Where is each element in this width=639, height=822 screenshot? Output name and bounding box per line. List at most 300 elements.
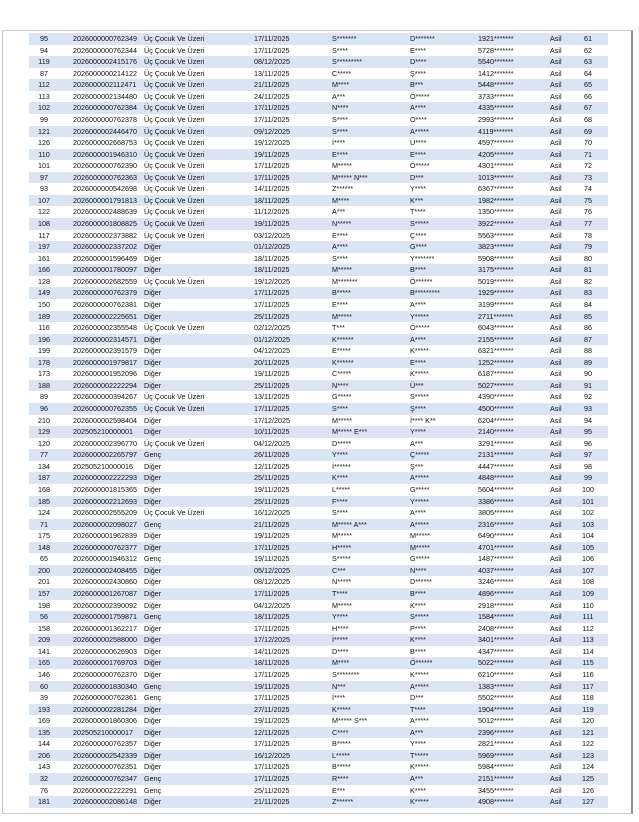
- cell-sira: 123: [568, 750, 608, 762]
- table-row: [29, 623, 608, 635]
- cell-tc: 6043*******: [478, 322, 550, 334]
- cell-cat: Üç Çocuk Ve Üzeri: [144, 137, 254, 149]
- cell-date: 19/12/2025: [254, 276, 332, 288]
- cell-surname: Ş****: [410, 403, 478, 415]
- cell-sira: 112: [568, 623, 608, 635]
- table-row: [29, 137, 608, 149]
- cell-status: Asil: [550, 241, 568, 253]
- cell-no: 117: [29, 230, 59, 242]
- cell-cat: Diğer: [144, 426, 254, 438]
- cell-name: M*****: [332, 415, 410, 427]
- table-row: [29, 426, 608, 438]
- cell-status: Asil: [550, 727, 568, 739]
- cell-no: 144: [29, 738, 59, 750]
- cell-status: Asil: [550, 750, 568, 762]
- cell-status: Asil: [550, 704, 568, 716]
- cell-date: 04/12/2025: [254, 345, 332, 357]
- table-row: [29, 715, 608, 727]
- table-row: [29, 796, 608, 808]
- cell-name: Z******: [332, 796, 410, 808]
- cell-tc: 5969*******: [478, 750, 550, 762]
- cell-name: S*******: [332, 33, 410, 45]
- cell-date: 16/12/2025: [254, 507, 332, 519]
- cell-tc: 3386*******: [478, 496, 550, 508]
- cell-app: 2026000000762349: [59, 33, 144, 45]
- cell-tc: 5984*******: [478, 761, 550, 773]
- cell-name: M*****: [332, 311, 410, 323]
- cell-cat: Üç Çocuk Ve Üzeri: [144, 206, 254, 218]
- cell-cat: Diğer: [144, 600, 254, 612]
- cell-name: E***: [332, 785, 410, 797]
- cell-cat: Üç Çocuk Ve Üzeri: [144, 218, 254, 230]
- cell-cat: Genç: [144, 519, 254, 531]
- cell-date: 19/11/2025: [254, 218, 332, 230]
- cell-tc: 3401*******: [478, 634, 550, 646]
- cell-name: C****: [332, 727, 410, 739]
- cell-tc: 3291*******: [478, 438, 550, 450]
- cell-tc: 4205*******: [478, 149, 550, 161]
- cell-surname: K*****: [410, 761, 478, 773]
- cell-sira: 100: [568, 484, 608, 496]
- cell-sira: 62: [568, 45, 608, 57]
- table-row: [29, 438, 608, 450]
- table-row: [29, 206, 608, 218]
- cell-cat: Üç Çocuk Ve Üzeri: [144, 391, 254, 403]
- cell-sira: 120: [568, 715, 608, 727]
- cell-sira: 88: [568, 345, 608, 357]
- table-row: [29, 33, 608, 45]
- cell-no: 116: [29, 322, 59, 334]
- cell-no: 122: [29, 206, 59, 218]
- cell-no: 209: [29, 634, 59, 646]
- cell-tc: 4301*******: [478, 160, 550, 172]
- cell-app: 2026000001596469: [59, 253, 144, 265]
- table-row: [29, 415, 608, 427]
- table-row: [29, 553, 608, 565]
- table-row: [29, 496, 608, 508]
- cell-cat: Genç: [144, 449, 254, 461]
- cell-date: 18/11/2025: [254, 611, 332, 623]
- cell-sira: 114: [568, 646, 608, 658]
- cell-tc: 2140*******: [478, 426, 550, 438]
- cell-cat: Üç Çocuk Ve Üzeri: [144, 91, 254, 103]
- cell-no: 185: [29, 496, 59, 508]
- cell-surname: E****: [410, 149, 478, 161]
- cell-status: Asil: [550, 334, 568, 346]
- cell-tc: 5022*******: [478, 657, 550, 669]
- cell-no: 95: [29, 33, 59, 45]
- cell-sira: 87: [568, 334, 608, 346]
- cell-sira: 115: [568, 657, 608, 669]
- table-row: [29, 773, 608, 785]
- cell-tc: 3246*******: [478, 576, 550, 588]
- cell-name: B*****: [332, 287, 410, 299]
- cell-cat: Diğer: [144, 357, 254, 369]
- cell-name: M****: [332, 79, 410, 91]
- cell-cat: Diğer: [144, 727, 254, 739]
- cell-date: 16/12/2025: [254, 750, 332, 762]
- cell-name: A****: [332, 241, 410, 253]
- table-body: [29, 33, 608, 808]
- cell-no: 181: [29, 796, 59, 808]
- cell-status: Asil: [550, 646, 568, 658]
- cell-name: S****: [332, 507, 410, 519]
- cell-no: 166: [29, 264, 59, 276]
- cell-name: C*****: [332, 368, 410, 380]
- cell-date: 04/12/2025: [254, 438, 332, 450]
- cell-tc: 1584*******: [478, 611, 550, 623]
- cell-tc: 6490*******: [478, 530, 550, 542]
- cell-status: Asil: [550, 299, 568, 311]
- cell-surname: B****: [410, 588, 478, 600]
- cell-name: N****: [332, 102, 410, 114]
- table-row: [29, 588, 608, 600]
- table-row: [29, 576, 608, 588]
- cell-cat: Üç Çocuk Ve Üzeri: [144, 56, 254, 68]
- table-row: [29, 357, 608, 369]
- cell-cat: Diğer: [144, 796, 254, 808]
- cell-status: Asil: [550, 264, 568, 276]
- cell-cat: Üç Çocuk Ve Üzeri: [144, 33, 254, 45]
- cell-app: 2026000002098027: [59, 519, 144, 531]
- cell-app: 2026000000762344: [59, 45, 144, 57]
- cell-no: 197: [29, 241, 59, 253]
- table-row: [29, 68, 608, 80]
- cell-no: 102: [29, 102, 59, 114]
- cell-status: Asil: [550, 634, 568, 646]
- cell-name: S****: [332, 403, 410, 415]
- cell-date: 10/11/2025: [254, 426, 332, 438]
- cell-no: 77: [29, 449, 59, 461]
- cell-date: 19/11/2025: [254, 484, 332, 496]
- cell-tc: 3199*******: [478, 299, 550, 311]
- cell-status: Asil: [550, 206, 568, 218]
- cell-cat: Diğer: [144, 264, 254, 276]
- cell-sira: 78: [568, 230, 608, 242]
- cell-app: 2026000000762384: [59, 102, 144, 114]
- cell-no: 210: [29, 415, 59, 427]
- cell-no: 141: [29, 646, 59, 658]
- cell-no: 158: [29, 623, 59, 635]
- cell-app: 2026000000542698: [59, 183, 144, 195]
- table-row: [29, 461, 608, 473]
- cell-date: 09/12/2025: [254, 126, 332, 138]
- table-row: [29, 611, 608, 623]
- cell-tc: 2408*******: [478, 623, 550, 635]
- cell-sira: 79: [568, 241, 608, 253]
- cell-status: Asil: [550, 530, 568, 542]
- cell-app: 2026000002555209: [59, 507, 144, 519]
- cell-cat: Üç Çocuk Ve Üzeri: [144, 102, 254, 114]
- cell-tc: 5502*******: [478, 692, 550, 704]
- cell-sira: 80: [568, 253, 608, 265]
- cell-no: 193: [29, 704, 59, 716]
- cell-date: 17/11/2025: [254, 761, 332, 773]
- cell-cat: Üç Çocuk Ve Üzeri: [144, 403, 254, 415]
- cell-cat: Genç: [144, 553, 254, 565]
- cell-no: 128: [29, 276, 59, 288]
- cell-status: Asil: [550, 311, 568, 323]
- cell-cat: Genç: [144, 773, 254, 785]
- cell-name: S****: [332, 126, 410, 138]
- cell-cat: Üç Çocuk Ve Üzeri: [144, 322, 254, 334]
- table-row: [29, 114, 608, 126]
- cell-no: 39: [29, 692, 59, 704]
- cell-app: 2026000002222291: [59, 785, 144, 797]
- cell-cat: Diğer: [144, 241, 254, 253]
- cell-sira: 95: [568, 426, 608, 438]
- cell-sira: 110: [568, 600, 608, 612]
- cell-sira: 77: [568, 218, 608, 230]
- cell-app: 2026000002112471: [59, 79, 144, 91]
- cell-date: 11/12/2025: [254, 206, 332, 218]
- cell-name: F****: [332, 496, 410, 508]
- cell-surname: Ş****: [410, 68, 478, 80]
- cell-surname: N****: [410, 565, 478, 577]
- cell-no: 120: [29, 438, 59, 450]
- cell-name: M****: [332, 657, 410, 669]
- cell-cat: Üç Çocuk Ve Üzeri: [144, 195, 254, 207]
- cell-status: Asil: [550, 553, 568, 565]
- table-row: [29, 334, 608, 346]
- cell-no: 119: [29, 56, 59, 68]
- table-row: [29, 322, 608, 334]
- cell-app: 2026000000762370: [59, 669, 144, 681]
- cell-app: 2026000002281284: [59, 704, 144, 716]
- cell-no: 189: [29, 311, 59, 323]
- cell-sira: 116: [568, 669, 608, 681]
- cell-sira: 76: [568, 206, 608, 218]
- cell-sira: 118: [568, 692, 608, 704]
- table-row: [29, 403, 608, 415]
- cell-name: N***: [332, 681, 410, 693]
- cell-app: 2026000002337202: [59, 241, 144, 253]
- cell-status: Asil: [550, 403, 568, 415]
- cell-name: G*****: [332, 391, 410, 403]
- table-row: [29, 565, 608, 577]
- cell-surname: K*****: [410, 796, 478, 808]
- cell-date: 21/11/2025: [254, 519, 332, 531]
- cell-tc: 5027*******: [478, 380, 550, 392]
- cell-tc: 3922*******: [478, 218, 550, 230]
- cell-tc: 4390*******: [478, 391, 550, 403]
- cell-name: İ*****: [332, 634, 410, 646]
- cell-sira: 85: [568, 311, 608, 323]
- cell-cat: Diğer: [144, 287, 254, 299]
- cell-surname: K*****: [410, 345, 478, 357]
- cell-cat: Diğer: [144, 704, 254, 716]
- cell-tc: 2918*******: [478, 600, 550, 612]
- cell-tc: 1487*******: [478, 553, 550, 565]
- cell-no: 76: [29, 785, 59, 797]
- cell-status: Asil: [550, 611, 568, 623]
- cell-sira: 119: [568, 704, 608, 716]
- cell-date: 19/12/2025: [254, 137, 332, 149]
- cell-tc: 5563*******: [478, 230, 550, 242]
- cell-sira: 96: [568, 438, 608, 450]
- cell-surname: A*****: [410, 681, 478, 693]
- cell-cat: Diğer: [144, 311, 254, 323]
- cell-surname: A*****: [410, 519, 478, 531]
- cell-name: S****: [332, 253, 410, 265]
- cell-date: 19/11/2025: [254, 530, 332, 542]
- cell-surname: Ş***: [410, 461, 478, 473]
- cell-surname: Y****: [410, 738, 478, 750]
- table-row: [29, 727, 608, 739]
- cell-tc: 1350*******: [478, 206, 550, 218]
- cell-app: 202505210000016: [59, 461, 144, 473]
- cell-sira: 69: [568, 126, 608, 138]
- table-row: [29, 785, 608, 797]
- cell-surname: Ö******: [410, 276, 478, 288]
- cell-name: Y****: [332, 449, 410, 461]
- cell-status: Asil: [550, 438, 568, 450]
- cell-app: 2026000002598404: [59, 415, 144, 427]
- cell-no: 178: [29, 357, 59, 369]
- cell-no: 187: [29, 472, 59, 484]
- cell-date: 12/11/2025: [254, 727, 332, 739]
- cell-name: İ****: [332, 137, 410, 149]
- cell-date: 17/11/2025: [254, 403, 332, 415]
- cell-tc: 3823*******: [478, 241, 550, 253]
- cell-sira: 107: [568, 565, 608, 577]
- cell-status: Asil: [550, 715, 568, 727]
- cell-sira: 106: [568, 553, 608, 565]
- cell-no: 165: [29, 657, 59, 669]
- table-row: [29, 449, 608, 461]
- cell-name: M***** A***: [332, 519, 410, 531]
- cell-app: 2026000001759871: [59, 611, 144, 623]
- table-row: [29, 91, 608, 103]
- cell-sira: 117: [568, 681, 608, 693]
- cell-sira: 89: [568, 357, 608, 369]
- cell-status: Asil: [550, 600, 568, 612]
- cell-tc: 5012*******: [478, 715, 550, 727]
- cell-app: 2026000002488639: [59, 206, 144, 218]
- cell-date: 12/11/2025: [254, 461, 332, 473]
- cell-date: 17/11/2025: [254, 114, 332, 126]
- cell-tc: 6210*******: [478, 669, 550, 681]
- cell-date: 17/11/2025: [254, 542, 332, 554]
- cell-cat: Diğer: [144, 299, 254, 311]
- cell-date: 01/12/2025: [254, 241, 332, 253]
- cell-app: 2026000000762361: [59, 692, 144, 704]
- table-row: [29, 79, 608, 91]
- cell-tc: 2151*******: [478, 773, 550, 785]
- cell-status: Asil: [550, 681, 568, 693]
- cell-name: E****: [332, 230, 410, 242]
- cell-date: 01/12/2025: [254, 334, 332, 346]
- cell-name: T***: [332, 322, 410, 334]
- cell-surname: D****: [410, 56, 478, 68]
- cell-surname: K****: [410, 785, 478, 797]
- cell-date: 17/11/2025: [254, 738, 332, 750]
- cell-tc: 4896*******: [478, 588, 550, 600]
- cell-no: 56: [29, 611, 59, 623]
- table-row: [29, 704, 608, 716]
- cell-date: 17/12/2025: [254, 634, 332, 646]
- cell-cat: Genç: [144, 785, 254, 797]
- cell-surname: A****: [410, 334, 478, 346]
- cell-no: 96: [29, 403, 59, 415]
- cell-sira: 93: [568, 403, 608, 415]
- cell-cat: Diğer: [144, 253, 254, 265]
- cell-name: A***: [332, 91, 410, 103]
- cell-app: 2026000001769703: [59, 657, 144, 669]
- cell-surname: K****: [410, 634, 478, 646]
- cell-tc: 3455*******: [478, 785, 550, 797]
- cell-name: E****: [332, 299, 410, 311]
- cell-surname: A****: [410, 299, 478, 311]
- cell-tc: 3175*******: [478, 264, 550, 276]
- cell-status: Asil: [550, 738, 568, 750]
- cell-app: 2026000002222293: [59, 472, 144, 484]
- cell-cat: Diğer: [144, 750, 254, 762]
- cell-date: 17/11/2025: [254, 299, 332, 311]
- cell-sira: 124: [568, 761, 608, 773]
- cell-tc: 4037*******: [478, 565, 550, 577]
- cell-no: 121: [29, 126, 59, 138]
- cell-surname: Ü***: [410, 380, 478, 392]
- cell-date: 14/11/2025: [254, 183, 332, 195]
- cell-date: 25/11/2025: [254, 380, 332, 392]
- cell-no: 65: [29, 553, 59, 565]
- cell-tc: 1904*******: [478, 704, 550, 716]
- cell-sira: 109: [568, 588, 608, 600]
- cell-surname: Y*******: [410, 253, 478, 265]
- cell-app: 2026000000762381: [59, 299, 144, 311]
- cell-sira: 75: [568, 195, 608, 207]
- cell-tc: 4335*******: [478, 102, 550, 114]
- cell-date: 25/11/2025: [254, 311, 332, 323]
- cell-no: 60: [29, 681, 59, 693]
- cell-tc: 1252*******: [478, 357, 550, 369]
- cell-cat: Diğer: [144, 646, 254, 658]
- cell-cat: Üç Çocuk Ve Üzeri: [144, 114, 254, 126]
- cell-app: 2026000000762378: [59, 114, 144, 126]
- cell-sira: 72: [568, 160, 608, 172]
- cell-status: Asil: [550, 507, 568, 519]
- cell-date: 19/11/2025: [254, 553, 332, 565]
- cell-status: Asil: [550, 253, 568, 265]
- cell-status: Asil: [550, 276, 568, 288]
- cell-app: 2026000002355548: [59, 322, 144, 334]
- cell-app: 2026000002682559: [59, 276, 144, 288]
- cell-surname: G*****: [410, 553, 478, 565]
- cell-name: İ****: [332, 692, 410, 704]
- cell-tc: 1929*******: [478, 287, 550, 299]
- cell-surname: P****: [410, 623, 478, 635]
- cell-name: E****: [332, 149, 410, 161]
- cell-cat: Diğer: [144, 415, 254, 427]
- cell-surname: K*****: [410, 669, 478, 681]
- cell-tc: 2131*******: [478, 449, 550, 461]
- cell-app: 2026000001815365: [59, 484, 144, 496]
- cell-name: K*****: [332, 704, 410, 716]
- cell-status: Asil: [550, 761, 568, 773]
- cell-app: 2026000002408455: [59, 565, 144, 577]
- cell-status: Asil: [550, 126, 568, 138]
- cell-name: S********: [332, 669, 410, 681]
- cell-surname: Ö******: [410, 657, 478, 669]
- cell-tc: 4347*******: [478, 646, 550, 658]
- cell-cat: Diğer: [144, 380, 254, 392]
- cell-cat: Üç Çocuk Ve Üzeri: [144, 79, 254, 91]
- table-row: [29, 472, 608, 484]
- table-row: [29, 391, 608, 403]
- cell-surname: Y****: [410, 183, 478, 195]
- cell-name: S****: [332, 114, 410, 126]
